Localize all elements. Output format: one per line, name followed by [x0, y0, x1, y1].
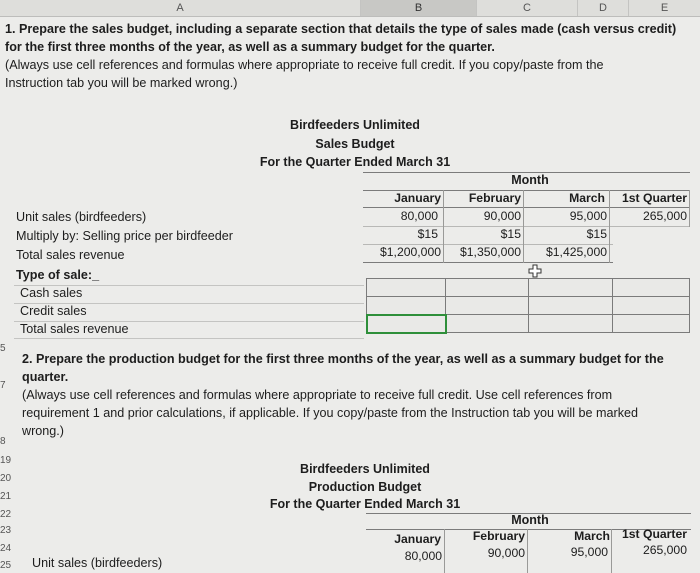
requirement-2-line-2: quarter.	[22, 370, 69, 384]
production-cell-unit-sales-mar[interactable]: 95,000	[570, 545, 608, 559]
cell-unit-sales-mar[interactable]: 95,000	[569, 209, 607, 223]
selected-cell[interactable]	[366, 314, 447, 334]
row-number: 21	[0, 491, 12, 502]
production-header-march: March	[574, 529, 610, 543]
requirement-2-line-3: (Always use cell references and formulas where appropriate to receive full credit. Use cell references from	[22, 388, 613, 402]
production-cell-unit-sales-jan[interactable]: 80,000	[404, 549, 442, 563]
sales-grid-line	[363, 262, 613, 263]
production-budget-period: For the Quarter Ended March 31	[269, 497, 461, 511]
sales-month-label: Month	[511, 173, 549, 187]
production-grid-vline	[611, 529, 612, 573]
requirement-2-line-5: wrong.)	[22, 424, 64, 438]
cell-price-mar[interactable]: $15	[586, 227, 607, 241]
row-boundary	[14, 285, 364, 286]
requirement-1-line-1: 1. Prepare the sales budget, including a separate section that details the type of sales made (cash versus credit)	[5, 22, 677, 36]
production-header-quarter: 1st Quarter	[621, 527, 687, 541]
requirement-1	[5, 20, 700, 92]
requirement-2-line-4: requirement 1 and prior calculations, if applicable. If you copy/paste from the Instruction tab you will be marked	[22, 406, 639, 420]
cell-revenue-mar[interactable]: $1,425,000	[546, 245, 607, 259]
row-boundary	[14, 321, 364, 322]
row-boundary	[14, 303, 364, 304]
sales-header-quarter: 1st Quarter	[621, 191, 687, 205]
row-number: 5	[0, 343, 6, 354]
sales-budget-period: For the Quarter Ended March 31	[259, 155, 451, 169]
total-sales-revenue-label-2: Total sales revenue	[20, 322, 129, 336]
cell-unit-sales-jan[interactable]: 80,000	[400, 209, 438, 223]
type-of-sale-text: Type of sale:	[16, 268, 93, 282]
sales-budget-title: Sales Budget	[315, 137, 395, 151]
production-cell-unit-sales-feb[interactable]: 90,000	[487, 546, 525, 560]
production-budget-title: Production Budget	[308, 480, 422, 494]
column-header-bar	[0, 0, 700, 17]
requirement-1-line-3: (Always use cell references and formulas where appropriate to receive full credit. If you copy/paste from the	[5, 58, 604, 72]
cell-unit-sales-feb[interactable]: 90,000	[483, 209, 521, 223]
sales-header-march: March	[569, 191, 605, 205]
sales-header-february: February	[468, 191, 521, 205]
production-budget-company: Birdfeeders Unlimited	[300, 462, 430, 476]
requirement-2-line-1: 2. Prepare the production budget for the first three months of the year, as well as a summary budget for the	[22, 352, 664, 366]
production-month-label: Month	[511, 513, 549, 527]
requirement-1-line-4: Instruction tab you will be marked wrong.)	[5, 76, 238, 90]
sales-grid-line	[363, 207, 690, 208]
cell-revenue-jan[interactable]: $1,200,000	[380, 245, 441, 259]
row-label-unit-sales: Unit sales (birdfeeders)	[16, 210, 147, 224]
row-number: 7	[0, 380, 6, 391]
cursor-plus-icon	[528, 264, 542, 278]
production-grid-vline	[444, 529, 445, 573]
column-header-a[interactable]: A	[0, 0, 361, 16]
row-label-selling-price: Multiply by: Selling price per birdfeeder	[16, 229, 233, 243]
row-number: 22	[0, 509, 12, 520]
cell-cursor: _	[92, 268, 100, 282]
cash-sales-label: Cash sales	[20, 286, 83, 300]
cell-unit-sales-quarter[interactable]: 265,000	[642, 209, 687, 223]
cell-revenue-feb[interactable]: $1,350,000	[460, 245, 521, 259]
production-header-february: February	[472, 529, 525, 543]
input-divider	[528, 278, 529, 332]
column-header-e[interactable]: E	[629, 0, 700, 16]
row-number: 19	[0, 455, 12, 466]
row-number: 23	[0, 525, 12, 536]
column-header-b[interactable]: B	[361, 0, 477, 16]
type-of-sale-label	[16, 268, 99, 282]
sales-grid-vline	[523, 190, 524, 263]
production-cell-unit-sales-quarter[interactable]: 265,000	[642, 543, 687, 557]
requirement-2	[22, 350, 692, 440]
production-grid-vline	[527, 529, 528, 573]
production-row-label-unit-sales: Unit sales (birdfeeders)	[32, 556, 163, 570]
row-number: 8	[0, 436, 6, 447]
sales-grid-vline	[443, 190, 444, 263]
production-header-january: January	[394, 532, 441, 546]
row-number: 25	[0, 560, 12, 571]
input-divider	[612, 278, 613, 332]
column-header-d[interactable]: D	[578, 0, 629, 16]
sales-budget-company: Birdfeeders Unlimited	[290, 118, 420, 132]
requirement-1-line-2: for the first three months of the year, as well as a summary budget for the quarter.	[5, 40, 495, 54]
row-label-total-sales-revenue: Total sales revenue	[16, 248, 125, 262]
row-number: 24	[0, 543, 12, 554]
row-number: 20	[0, 473, 12, 484]
sales-grid-vline	[689, 190, 690, 227]
column-header-c[interactable]: C	[477, 0, 578, 16]
credit-sales-label: Credit sales	[20, 304, 87, 318]
sales-grid-vline	[609, 190, 610, 263]
sales-header-january: January	[394, 191, 441, 205]
cell-price-feb[interactable]: $15	[500, 227, 521, 241]
cell-price-jan[interactable]: $15	[417, 227, 438, 241]
row-boundary	[14, 338, 364, 339]
